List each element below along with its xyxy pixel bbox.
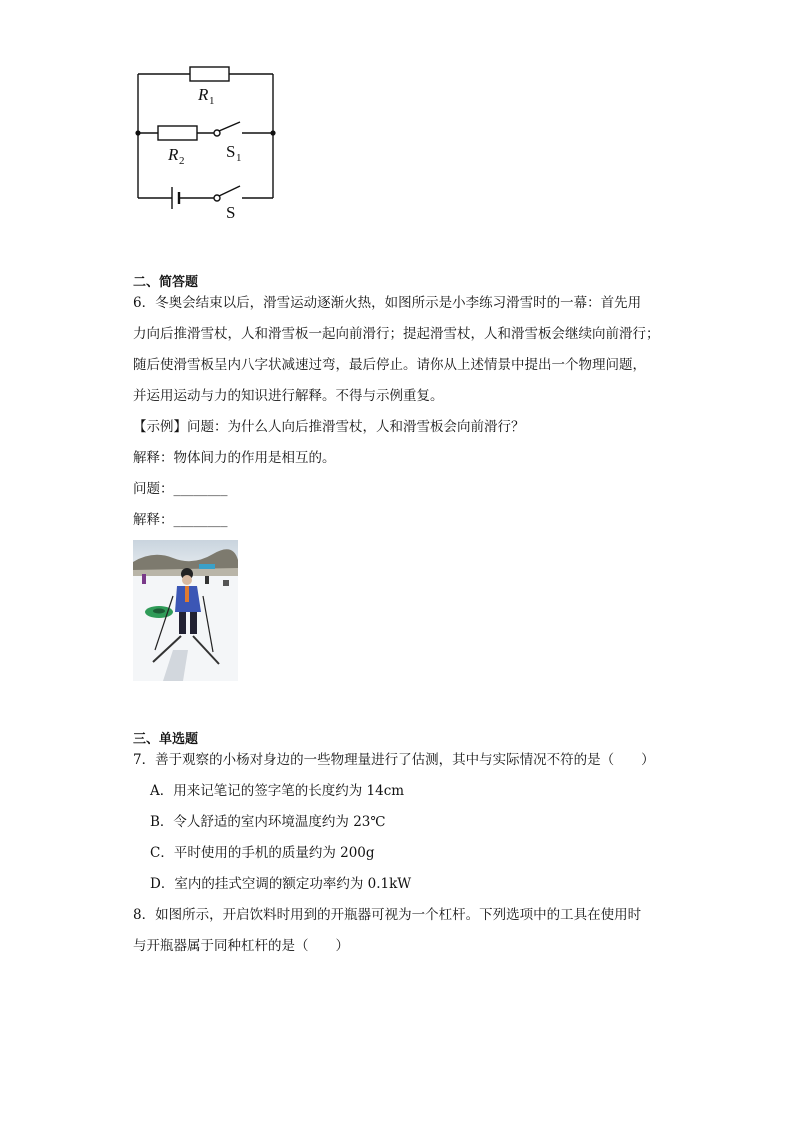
question-blank[interactable]: ________ [173,481,228,497]
r1-subscript: 1 [209,95,215,107]
q6-line: 并运用运动与力的知识进行解释。不得与示例重复。 [133,388,444,404]
switch-s-blade [219,186,240,196]
section-heading-short-answer: 二、简答题 [133,275,199,290]
switch-s1-blade [219,122,240,131]
option-c[interactable]: C．平时使用的手机的质量约为 200g [150,845,375,861]
s1-subscript: 1 [236,152,242,164]
s-label: S [226,203,236,222]
example-answer: 解释：物体间力的作用是相互的。 [133,450,336,466]
question-7-stem: 7．善于观察的小杨对身边的一些物理量进行了估测，其中与实际情况不符的是（ ） [133,752,655,768]
option-d[interactable]: D．室内的挂式空调的额定功率约为 0.1kW [150,876,412,892]
option-a[interactable]: A．用来记笔记的签字笔的长度约为 14cm [150,783,405,799]
q8-line: 8．如图所示，开启饮料时用到的开瓶器可视为一个杠杆。下列选项中的工具在使用时 [133,907,642,923]
option-b[interactable]: B．令人舒适的室内环境温度约为 23℃ [150,814,386,830]
q6-line: 随后使滑雪板呈内八字状减速过弯，最后停止。请你从上述情景中提出一个物理问题， [133,357,646,373]
r2-subscript: 2 [179,155,185,167]
answer-label: 解释： [133,512,174,528]
s1-label: S [226,142,236,161]
question-6-text [133,288,660,536]
resistor-r2 [158,126,197,140]
r2-label: R [168,145,179,164]
resistor-r1 [190,67,229,81]
question-7-options [150,776,411,900]
q6-line: 6．冬奥会结束以后，滑雪运动逐渐火热，如图所示是小李练习滑雪时的一幕：首先用 [133,295,642,311]
junction-right [270,130,275,135]
answer-blank[interactable]: ________ [173,512,228,528]
skiing-photo [133,540,238,681]
q6-line: 力向后推滑雪杖，人和滑雪板一起向前滑行；提起滑雪杖，人和滑雪板会继续向前滑行； [133,326,660,342]
example-question: 【示例】问题：为什么人向后推滑雪杖，人和滑雪板会向前滑行？ [133,419,525,435]
answer-blank-line [133,505,660,536]
question-label: 问题： [133,481,174,497]
r1-label: R [198,85,209,104]
question-8-text [133,900,641,962]
q8-line: 与开瓶器属于同种杠杆的是（ ） [133,938,349,954]
junction-left [135,130,140,135]
circuit-diagram [128,58,288,228]
question-blank-line [133,474,660,505]
section-heading-single-choice: 三、单选题 [133,732,199,747]
